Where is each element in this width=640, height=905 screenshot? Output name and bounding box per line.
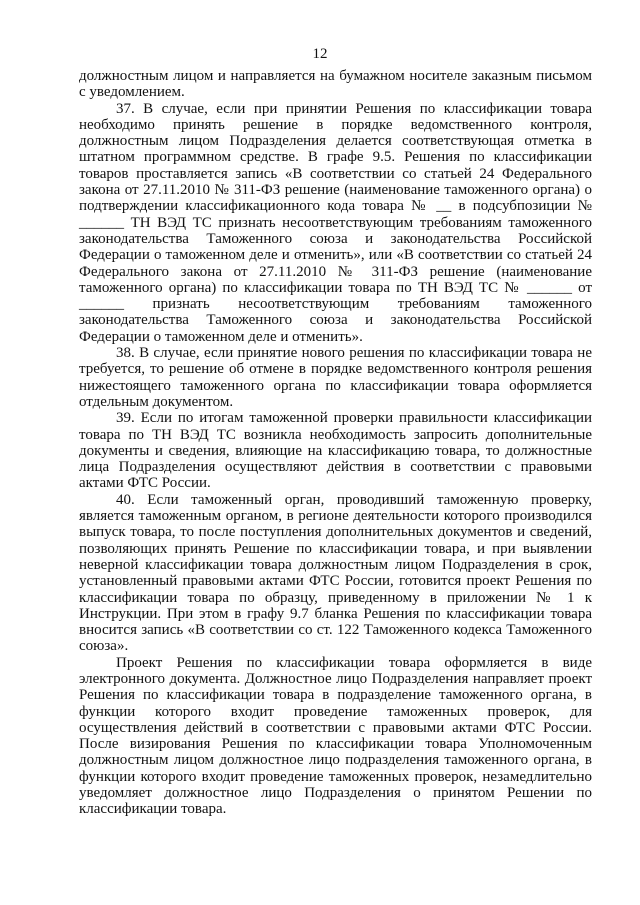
paragraph-continuation: должностным лицом и направляется на бумажном носителе заказным письмом с уведомлением. xyxy=(79,68,592,101)
paragraph-38: 38. В случае, если принятие нового решения по классификации товара не требуется, то решение об отмене в порядке ведомственного контроля решения нижестоящего таможенного органа по классификации товара оформляется отдельным документом. xyxy=(79,345,592,410)
paragraph-37: 37. В случае, если при принятии Решения по классификации товара необходимо принять решение в порядке ведомственного контроля, должностным лицом Подразделения делается соответствующая отметка в штатном программном средстве. В графе 9.5. Решения по классификации товаров проставляется запись «В соответствии со статьей 24 Федерального закона от 27.11.2010 № 311-ФЗ решение (наименование таможенного органа) о подтверждении классификационного кода товара № __ в подсубпозиции № ______ ТН ВЭД ТС признать несоответствующим требованиям таможенного законодательства Таможенного союза и законодательства Российской Федерации о таможенном деле и отменить», или «В соответствии со статьей 24 Федерального закона от 27.11.2010 № 311-ФЗ решение (наименование таможенного органа) по классификации товара по ТН ВЭД ТС № ______ от ______ признать несоответствующим требованиям таможенного законодательства Таможенного союза и законодательства Российской Федерации о таможенном деле и отменить». xyxy=(79,100,592,345)
paragraph-40: 40. Если таможенный орган, проводивший таможенную проверку, является таможенным органом, в регионе деятельности которого производился выпуск товара, то после поступления дополнительных документов и сведений, позволяющих принять Решение по классификации товара, и при выявлении неверной классификации товара должностным лицом Подразделения в срок, установленный правовыми актами ФТС России, готовится проект Решения по классификации товара по образцу, приведенному в приложении № 1 к Инструкции. При этом в графу 9.7 бланка Решения по классификации товара вносится запись «В соответствии со ст. 122 Таможенного кодекса Таможенного союза». xyxy=(79,491,592,655)
document-body xyxy=(79,68,592,818)
paragraph-39: 39. Если по итогам таможенной проверки правильности классификации товара по ТН ВЭД ТС возникла необходимость запросить дополнительные документы и сведения, влияющие на классификацию товара, то должностные лица Подразделения осуществляют действия в соответствии с правовыми актами ФТС России. xyxy=(79,410,592,492)
page-number: 12 xyxy=(312,46,328,62)
paragraph-draft-decision: Проект Решения по классификации товара оформляется в виде электронного документа. Должностное лицо Подразделения направляет проект Решения по классификации товара в подразделение таможенного органа, в функции которого входит проведение таможенных проверок, для осуществления действий в соответствии с правовыми актами ФТС России. После визирования Решения по классификации товара Уполномоченным должностным лицом должностное лицо подразделения таможенного органа, в функции которого входит проведение таможенных проверок, незамедлительно уведомляет должностное лицо Подразделения о принятом Решении по классификации товара. xyxy=(79,654,592,818)
